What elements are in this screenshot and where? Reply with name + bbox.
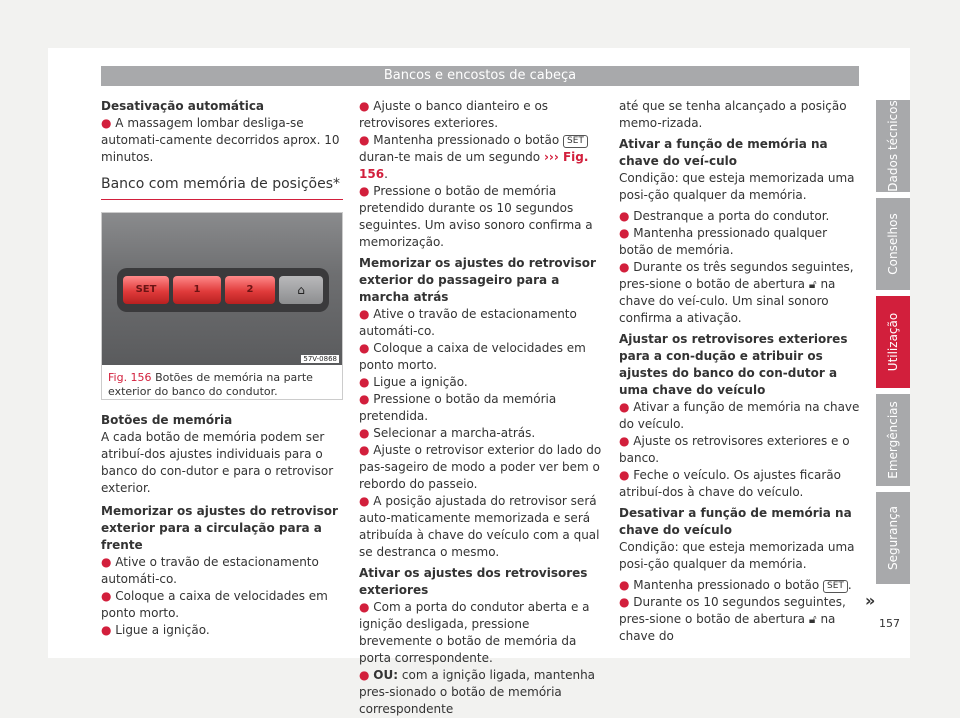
bullet-item: ● Mantenha pressionado qualquer botão de memória. (619, 226, 828, 257)
bullet-item: ● A massagem lombar desliga-se automati-camente decorridos aprox. 10 minutos. (101, 116, 340, 164)
bullet-item: ● Ajuste o banco dianteiro e os retrovisores exteriores. (359, 99, 549, 130)
column-1-lower (101, 412, 343, 639)
unlock-icon: 🔓︎ (808, 612, 817, 626)
heading-store-reverse: Memorizar os ajustes do retrovisor exterior do passageiro para a marcha atrás (359, 256, 596, 304)
bullet-item: ● Ativar a função de memória na chave do veículo. (619, 400, 860, 431)
bullet-item: ● Coloque a caixa de velocidades em ponto morto. (359, 341, 586, 372)
seat-massage-icon: ⌂ (279, 276, 323, 304)
page-header: Bancos e encostos de cabeça (101, 66, 859, 86)
memory-buttons-photo (102, 213, 342, 365)
heading-activate-key-memory: Ativar a função de memória na chave do veí-culo (619, 137, 828, 168)
unlock-icon: 🔓︎ (808, 277, 817, 291)
heading-auto-off: Desativação automática (101, 99, 265, 113)
memory-key-2: 2 (225, 276, 275, 304)
set-key-label: SET (823, 580, 848, 593)
figure-reference[interactable]: ››› Fig. 156 (359, 150, 589, 181)
section-title: Banco com memória de posições* (101, 176, 343, 200)
heading-assign-key: Ajustar os retrovisores exteriores para a con-dução e atribuir os ajustes do banco do con-dutor a uma chave do veículo (619, 332, 848, 397)
bullet-item: ● Selecionar a marcha-atrás. (359, 426, 536, 440)
heading-deactivate-key-memory: Desativar a função de memória na chave do veículo (619, 506, 852, 537)
bullet-item: ● Mantenha pressionado o botão SET duran-te mais de um segundo ››› Fig. 156. (359, 133, 589, 181)
bullet-item: ● Feche o veículo. Os ajustes ficarão atribuí-dos à chave do veículo. (619, 468, 841, 499)
bullet-item: ● A posição ajustada do retrovisor será auto-maticamente memorizada e será atribuída à chave do veículo com a qual se destranca o mesmo. (359, 494, 600, 559)
column-2 (359, 98, 603, 718)
tab-seguranca[interactable]: Segurança (876, 492, 910, 584)
tab-dados-tecnicos[interactable]: Dados técnicos (876, 100, 910, 192)
memory-button-panel (117, 268, 329, 312)
paragraph: até que se tenha alcançado a posição memo-rizada. (619, 99, 847, 130)
tab-conselhos[interactable]: Conselhos (876, 198, 910, 290)
page-number: 157 (879, 617, 900, 630)
tab-utilizacao[interactable]: Utilização (876, 296, 910, 388)
bullet-item: ● Ajuste os retrovisores exteriores e o banco. (619, 434, 850, 465)
memory-key-1: 1 (173, 276, 221, 304)
paragraph: Condição: que esteja memorizada uma posi-ção qualquer da memória. (619, 171, 855, 202)
bullet-item: ● Durante os três segundos seguintes, pres-sione o botão de abertura 🔓︎ na chave do veí-culo. Um sinal sonoro confirma a ativação. (619, 260, 854, 325)
bullet-item: ● Ligue a ignição. (101, 623, 210, 637)
heading-activate-mirrors: Ativar os ajustes dos retrovisores exteriores (359, 566, 588, 597)
bullet-item: ● Ajuste o retrovisor exterior do lado do pas-sageiro de modo a poder ver bem o rebordo do passeio. (359, 443, 602, 491)
set-key-label: SET (563, 135, 588, 148)
figure-code: 57V-0868 (303, 355, 337, 363)
bullet-item: ● Mantenha pressionado o botão SET . (619, 578, 852, 592)
bullet-item: ● Pressione o botão da memória pretendida. (359, 392, 557, 423)
bullet-item: ● Destranque a porta do condutor. (619, 209, 830, 223)
bullet-item: ● Ative o travão de estacionamento automáti-co. (359, 307, 577, 338)
paragraph: A cada botão de memória podem ser atribuí-dos ajustes individuais para o banco do con-dutor e para o retrovisor exterior. (101, 430, 334, 495)
tab-emergencias[interactable]: Emergências (876, 394, 910, 486)
heading-memory-buttons: Botões de memória (101, 413, 233, 427)
paragraph: Condição: que esteja memorizada uma posi-ção qualquer da memória. (619, 540, 855, 571)
figure-156 (101, 212, 343, 400)
bullet-item: ● Durante os 10 segundos seguintes, pres-sione o botão de abertura 🔓︎ na chave do (619, 595, 846, 643)
continue-arrow: » (865, 591, 876, 610)
bullet-item: ● Com a porta do condutor aberta e a ignição desligada, pressione brevemente o botão de memória da porta correspondente. (359, 600, 590, 665)
bullet-item: ● Ative o travão de estacionamento automáti-co. (101, 555, 319, 586)
bullet-item: ● Ligue a ignição. (359, 375, 468, 389)
bullet-item: ● Coloque a caixa de velocidades em ponto morto. (101, 589, 328, 620)
column-3 (619, 98, 863, 645)
bullet-item: ● OU: com a ignição ligada, mantenha pres-sionado o botão de memória correspondente (359, 668, 596, 716)
heading-store-forward: Memorizar os ajustes do retrovisor exterior para a circulação para a frente (101, 504, 338, 552)
column-1 (101, 98, 343, 200)
figure-caption: Fig. 156 Botões de memória na parte exterior do banco do condutor. (108, 371, 313, 398)
bullet-item: ● Pressione o botão de memória pretendido durante os 10 segundos seguintes. Um aviso sonoro confirma a memorização. (359, 184, 593, 249)
set-key: SET (123, 276, 169, 304)
